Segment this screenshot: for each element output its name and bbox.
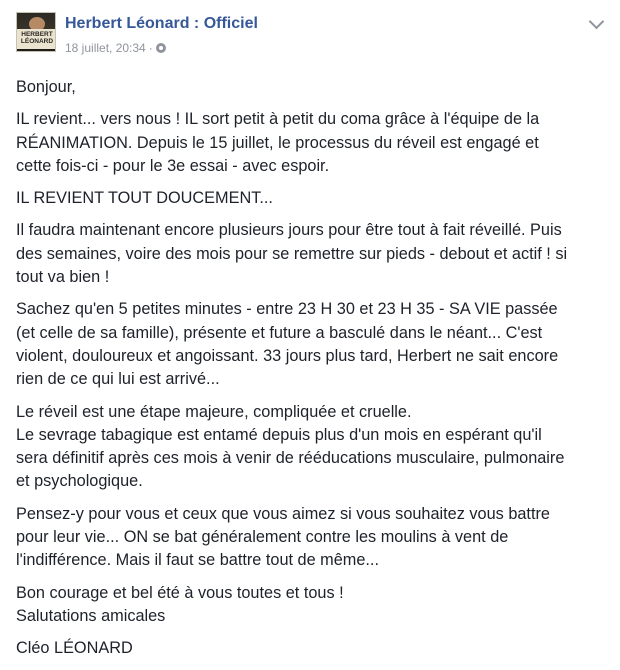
- post-line: pour leur vie... ON se bat généralement contre les moulins à vent de: [16, 528, 509, 547]
- post-line: Cléo LÉONARD: [16, 639, 133, 658]
- post-line: Il faudra maintenant encore plusieurs jours pour être tout à fait réveillé. Puis: [16, 221, 562, 240]
- post-line: Sachez qu'en 5 petites minutes - entre 23 H 30 et 23 H 35 - SA VIE passée: [16, 300, 558, 319]
- post-line: Pensez-y pour vous et ceux que vous aimez si vous souhaitez vous battre: [16, 504, 550, 523]
- chevron-down-icon[interactable]: [589, 14, 605, 30]
- page-name-link[interactable]: Herbert Léonard : Officiel: [65, 15, 258, 32]
- post-line: Salutations amicales: [16, 606, 166, 625]
- post-line: cette fois-ci - pour le 3e essai - avec espoir.: [16, 156, 330, 175]
- post-paragraph: [16, 298, 608, 391]
- post-line: (et celle de sa famille), présente et future a basculé dans le néant... C'est: [16, 323, 543, 342]
- post-line: et psychologique.: [16, 472, 143, 491]
- post-paragraph: [16, 108, 608, 178]
- post-line: l'indifférence. Mais il faut se battre tout de même...: [16, 551, 379, 570]
- post-line: sera définitif après ces mois à venir de rééducations musculaire, pulmonaire: [16, 449, 565, 468]
- post-line: tout va bien !: [16, 268, 110, 287]
- post-body: [16, 76, 608, 670]
- post-line: violent, douloureux et angoissant. 33 jours plus tard, Herbert ne sait encore: [16, 346, 559, 365]
- post-timestamp[interactable]: 18 juillet, 20:34: [65, 41, 146, 55]
- post-line: Le réveil est une étape majeure, compliquée et cruelle.: [16, 402, 412, 421]
- post-line: IL revient... vers nous ! IL sort petit à petit du coma grâce à l'équipe de la: [16, 110, 540, 129]
- meta-separator: ·: [148, 41, 153, 55]
- post-meta: [65, 41, 166, 55]
- post-header: [16, 12, 606, 60]
- page-avatar[interactable]: [16, 12, 56, 52]
- post-paragraph: [16, 187, 608, 210]
- post-line: Le sevrage tabagique est entamé depuis plus d'un mois en espérant qu'il: [16, 425, 542, 444]
- avatar-text-line-2: LÉONARD: [20, 38, 54, 45]
- post-paragraph: [16, 503, 608, 573]
- post-paragraph: [16, 401, 608, 494]
- globe-icon[interactable]: [156, 43, 166, 53]
- post-line: IL REVIENT TOUT DOUCEMENT...: [16, 189, 273, 208]
- post-paragraph: [16, 76, 608, 99]
- post-line: des semaines, voire des mois pour se remettre sur pieds - debout et actif ! si: [16, 244, 568, 263]
- avatar-caption: [17, 29, 56, 49]
- post-paragraph: [16, 219, 608, 289]
- post-signature: [16, 637, 608, 660]
- post-paragraph: [16, 582, 608, 629]
- post-line: rien de ce qui lui est arrivé...: [16, 370, 220, 389]
- post-line: Bon courage et bel été à vous toutes et tous !: [16, 583, 344, 602]
- post-line: Bonjour,: [16, 78, 76, 96]
- avatar-text-line-1: HERBERT: [21, 31, 53, 38]
- post-line: RÉANIMATION. Depuis le 15 juillet, le processus du réveil est engagé et: [16, 133, 539, 152]
